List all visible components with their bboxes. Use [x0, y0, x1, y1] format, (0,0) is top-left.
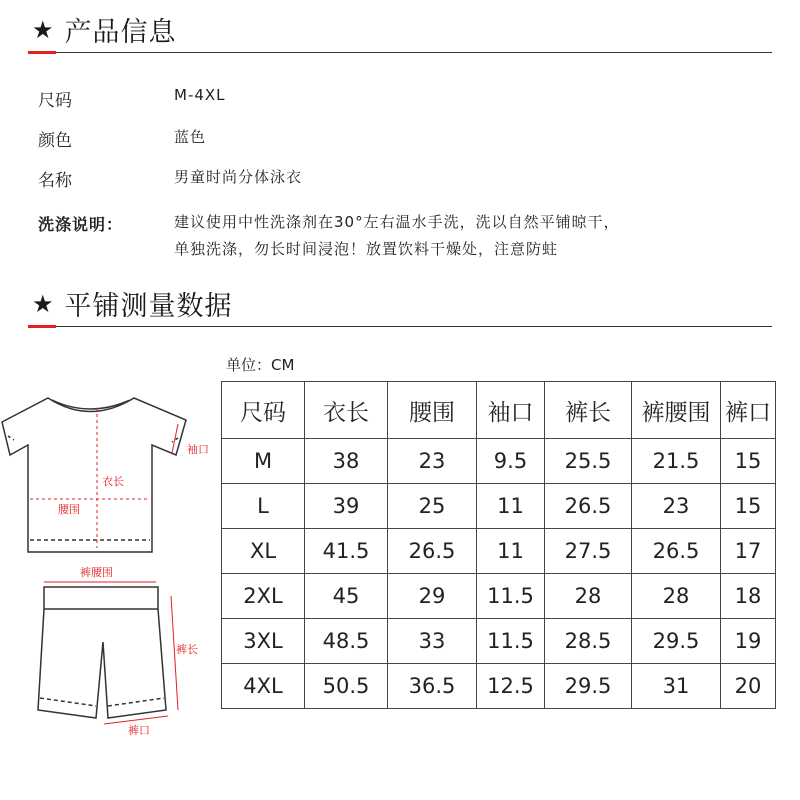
table-row: [222, 529, 776, 574]
header-cell: 裤口: [721, 382, 776, 439]
header-cell: 衣长: [305, 382, 388, 439]
table-cell: 15: [721, 484, 776, 529]
info-value-name: 男童时尚分体泳衣: [174, 168, 303, 186]
table-cell: 28: [632, 574, 721, 619]
table-cell: 29.5: [545, 664, 632, 709]
info-value-color: 蓝色: [174, 128, 207, 146]
table-cell: 23: [632, 484, 721, 529]
table-cell: 33: [388, 619, 477, 664]
table-cell: 12.5: [477, 664, 545, 709]
label-waist: 腰围: [58, 503, 80, 516]
section-title-text: 产品信息: [64, 17, 177, 48]
table-cell: 25.5: [545, 439, 632, 484]
table-cell: 29: [388, 574, 477, 619]
section-title-product-info: [32, 10, 177, 49]
header-cell: 袖口: [477, 382, 545, 439]
table-cell: 29.5: [632, 619, 721, 664]
table-cell: 50.5: [305, 664, 388, 709]
star-icon: ★: [32, 15, 55, 44]
unit-label: 单位：CM: [226, 356, 295, 374]
table-cell: 39: [305, 484, 388, 529]
header-cell: 腰围: [388, 382, 477, 439]
table-cell: 28: [545, 574, 632, 619]
table-cell: 27.5: [545, 529, 632, 574]
section-title-text: 平铺测量数据: [64, 291, 233, 322]
table-row: [222, 484, 776, 529]
table-cell: 19: [721, 619, 776, 664]
table-cell: 36.5: [388, 664, 477, 709]
table-cell: L: [222, 484, 305, 529]
table-cell: M: [222, 439, 305, 484]
table-cell: 20: [721, 664, 776, 709]
label-pants-waist: 裤腰围: [80, 566, 113, 579]
table-cell: 11.5: [477, 574, 545, 619]
section-title-measurements: [32, 284, 233, 323]
table-cell: 31: [632, 664, 721, 709]
table-cell: 23: [388, 439, 477, 484]
table-cell: 18: [721, 574, 776, 619]
label-sleeve: 袖口: [187, 443, 209, 456]
section-divider: [28, 326, 772, 327]
header-cell: 尺码: [222, 382, 305, 439]
garment-diagram: [0, 380, 220, 750]
table-cell: 26.5: [632, 529, 721, 574]
table-cell: 21.5: [632, 439, 721, 484]
table-cell: 11.5: [477, 619, 545, 664]
info-label-color: 颜色: [38, 131, 72, 151]
table-cell: 25: [388, 484, 477, 529]
table-cell: 9.5: [477, 439, 545, 484]
table-cell: 26.5: [545, 484, 632, 529]
table-cell: 28.5: [545, 619, 632, 664]
table-cell: 26.5: [388, 529, 477, 574]
info-value-size: M-4XL: [174, 86, 226, 104]
section-divider: [28, 52, 772, 53]
table-cell: 38: [305, 439, 388, 484]
label-leg-opening: 裤口: [128, 724, 150, 737]
table-cell: 48.5: [305, 619, 388, 664]
star-icon: ★: [32, 289, 55, 318]
table-cell: 17: [721, 529, 776, 574]
table-cell: 41.5: [305, 529, 388, 574]
washing-line-1: 建议使用中性洗涤剂在30°左右温水手洗，洗以自然平铺晾干，: [174, 213, 620, 231]
table-row: [222, 619, 776, 664]
table-cell: 11: [477, 484, 545, 529]
washing-line-2: 单独洗涤，勿长时间浸泡！放置饮料干燥处，注意防蛀: [174, 240, 559, 258]
tshirt-illustration: [2, 398, 186, 552]
table-row: [222, 574, 776, 619]
table-row: [222, 664, 776, 709]
table-cell: XL: [222, 529, 305, 574]
header-cell: 裤腰围: [632, 382, 721, 439]
header-cell: 裤长: [545, 382, 632, 439]
table-cell: 15: [721, 439, 776, 484]
washing-label: 洗涤说明：: [38, 215, 124, 234]
table-cell: 11: [477, 529, 545, 574]
table-cell: 4XL: [222, 664, 305, 709]
table-cell: 3XL: [222, 619, 305, 664]
table-row: [222, 439, 776, 484]
info-label-size: 尺码: [38, 91, 72, 111]
label-pants-length: 裤长: [176, 643, 198, 656]
shorts-illustration: [38, 587, 166, 718]
size-table: [221, 381, 776, 709]
label-length: 衣长: [102, 475, 124, 488]
table-header-row: [222, 382, 776, 439]
table-cell: 2XL: [222, 574, 305, 619]
info-label-name: 名称: [38, 171, 72, 191]
table-cell: 45: [305, 574, 388, 619]
